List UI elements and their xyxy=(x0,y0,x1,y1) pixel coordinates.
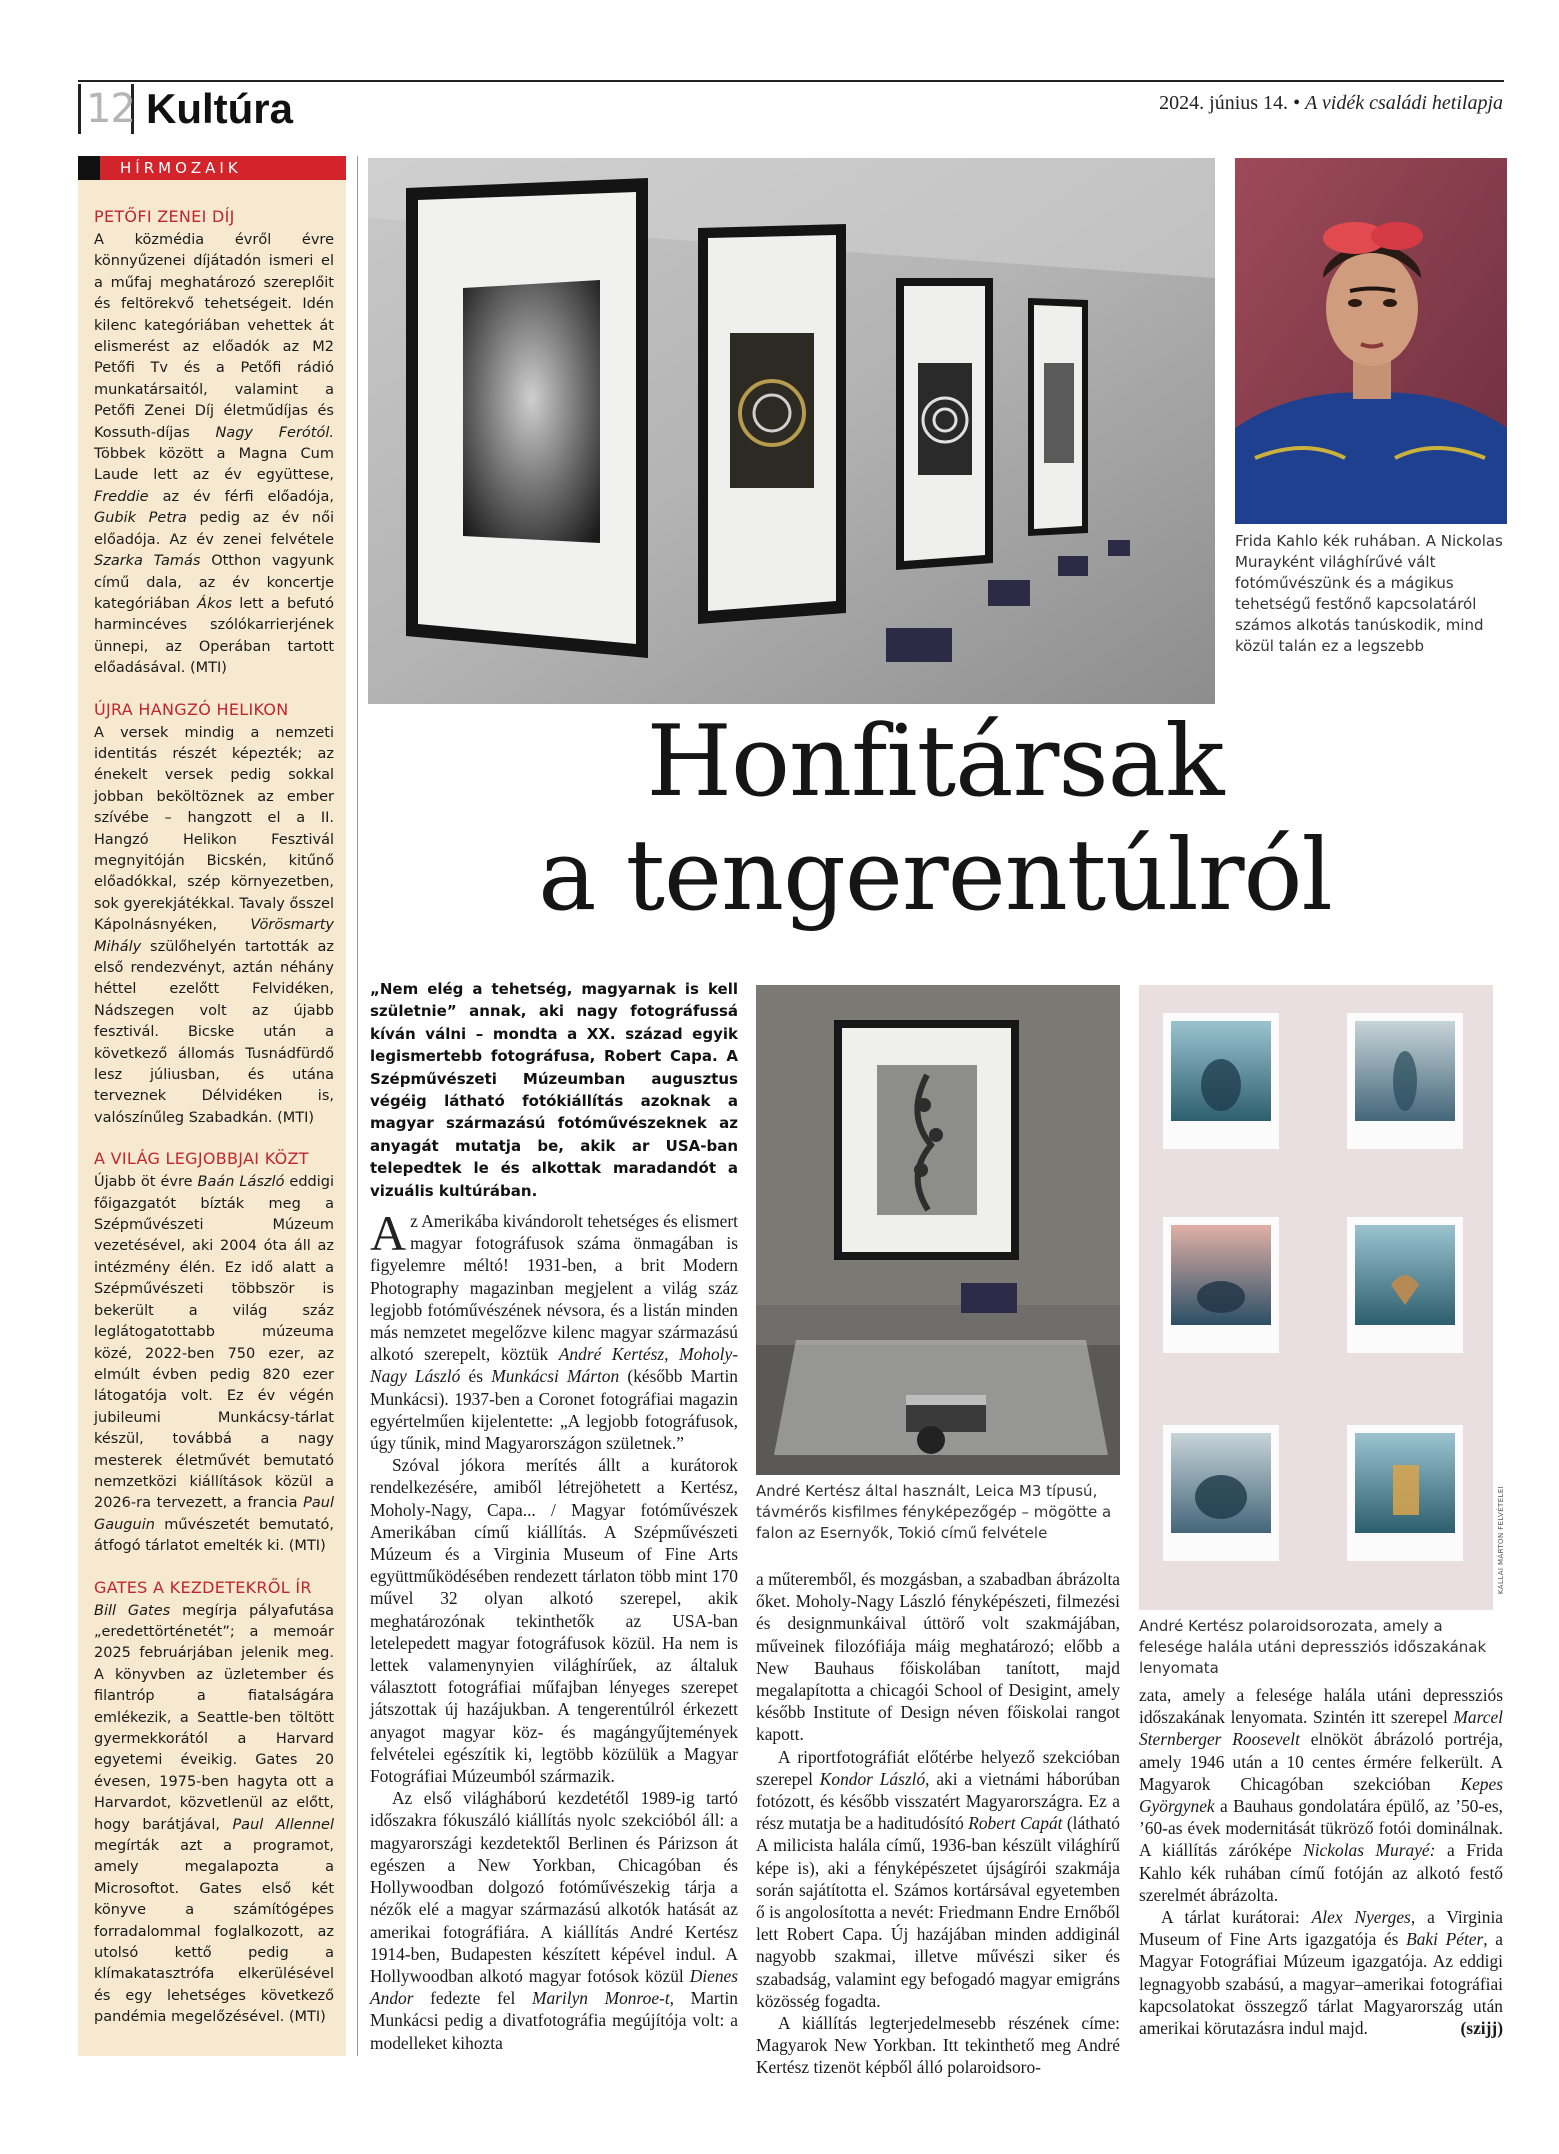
news-item xyxy=(94,1575,334,2029)
article-lead: „Nem elég a tehetség, magyarnak is kell születnie” annak, aki nagy fotográfussá kíván válni – mondta a XX. század egyik legismertebb fotográfusa, Robert Capa. A Szépművészeti Múzeumban augusztus végéig látható fotókiállítás azoknak a magyar származású fotóművészeknek az anyagát mutatja be, akik ar USA-ban telepedtek le és alkottak maradandót a vizuális kultúrában. xyxy=(370,980,738,1200)
page-number: 12 xyxy=(86,86,135,132)
leica-photo-caption: André Kertész által használt, Leica M3 típusú, távmérős kisfilmes fényképezőgép – mögötte a falon az Esernyők, Tokió című felvétele xyxy=(756,1482,1112,1542)
article-paragraph: Az első világháború kezdetétől 1989-ig tartó időszakra fókuszáló kiállítás nyolc szekcióból áll: a magyarországi kezdetektől Berlinen és Párizson át egészen a New Yorkban, Chicagóban és Hollywoodban dolgozó fotóművészekig tárja a nézők elé a magyar származású alkotók hatását az amerikai fotográfiára. A kiállítás André Kertész 1914-ben, Budapesten készített képével indul. A Hollywoodban alkotó magyar fotósok közül Dienes Andor fedezte fel Marilyn Monroe-t, Martin Munkácsi pedig a divatfotográfia megújítója volt: a modelleket kihozta xyxy=(370,1788,738,2053)
news-item-title: A VILÁG LEGJOBBJAI KÖZT xyxy=(94,1149,309,1169)
section-title: Kultúra xyxy=(146,85,293,132)
drop-cap: A xyxy=(370,1205,407,1261)
article-column-1 xyxy=(370,1205,739,2054)
leica-camera-photo xyxy=(756,985,1120,1475)
frida-kahlo-photo xyxy=(1235,158,1507,524)
news-item xyxy=(94,1146,334,1557)
article-column-2 xyxy=(756,1568,1120,2079)
issue-date: 2024. június 14. xyxy=(1159,92,1289,114)
headline-line-1: Honfitársak xyxy=(646,705,1224,819)
news-item-title: PETŐFI ZENEI DÍJ xyxy=(94,207,235,226)
photo-credit: KALLAI MÁRTON FELVÉTELEI xyxy=(1497,1485,1505,1595)
article-paragraph: A tárlat kurátorai: Alex Nyerges, a Virginia Museum of Fine Arts igazgatója és Baki Péter, a Magyar Fotográfiai Múzeum igazgatója. Az eddigi legnagyobb szabású, a magyar–amerikai fotográfiai kapcsolatokat összegző tárlat Magyarország után amerikai körutazásra indul majd. (szijj) xyxy=(1139,1907,1504,2039)
headline-line-2: a tengerentúlról xyxy=(538,819,1332,933)
news-item-text: A közmédia évről évre könnyűzenei díjátadón ismeri el a műfaj meghatározó szereplőit és feltörekvő tehetségeit. Idén kilenc kategóriában vehettek át elismerést az előadók az M2 Petőfi Tv és a Petőfi rádió munkatársaitól, valamint a Petőfi Zenei Díj életműdíjas és Kossuth-díjas Nagy Ferótól. Többek között a Magna Cum Laude lett az év együttese, Freddie az év férfi előadója, Gubik Petra pedig az év női előadója. Az év zenei felvétele Szarka Tamás Otthon vagyunk című dala, az év koncertje kategóriában Ákos lett a befutó harmincéves szólókarrierjének ünnepi, az Operában tartott előadásával. (MTI) xyxy=(94,232,335,677)
news-item xyxy=(94,697,334,1130)
article-column-3 xyxy=(1139,1684,1503,2039)
frida-photo-caption: Frida Kahlo kék ruhában. A Nickolas Murayként világhírűvé vált fotóművészünk és a mágikus tehetségű festőnő kapcsolatáról számos alkotás tanúskodik, mind közül talán ez a legszebb xyxy=(1235,532,1503,655)
news-item xyxy=(94,204,334,680)
column-divider xyxy=(357,156,358,2056)
paper-tagline: A vidék családi hetilapja xyxy=(1305,92,1503,114)
sidebar-tag-label: HÍRMOZAIK xyxy=(100,156,346,180)
gallery-wall-photo xyxy=(368,158,1215,704)
author-signature: (szijj) xyxy=(1460,2018,1503,2039)
article-paragraph: A kiállítás legterjedelmesebb részének címe: Magyarok New Yorkban. Itt tekinthető meg André Kertész tizenöt képből álló polaroidsoro- xyxy=(756,2013,1120,2078)
article-headline xyxy=(470,705,1400,933)
news-item-title: GATES A KEZDETEKRŐL ÍR xyxy=(94,1577,312,1597)
article-paragraph: Szóval jókora merítés állt a kurátorok rendelkezésére, amiből létrejöhetett a Kertész, Moholy-Nagy, Capa... / Magyar fotóművészek Amerikában című kiállítás. A Szépművészeti Múzeum és a Virginia Museum of Fine Arts együttműködésében rendezett tárlaton több mint 170 művel 32 olyan alkotó szerepel, akik meghatározónak tekinthetők az USA-ban letelepedett magyar fotográfusok közül. Ha nem is lettek valamenynyien világhírűek, az általuk választott fotográfiai műfajban lényeges szerepet játszottak új hazájukban. A tengerentúlról érkezett anyagot magyar köz- és magángyűjtemények felvételei egészítik ki, legtöbb közülük a Magyar Fotográfiai Múzeumból származik. xyxy=(370,1455,738,1787)
news-item-text: Bill Gates megírja pályafutása „eredettörténetét”; a memoár 2025 februárjában jelenik meg. A könyvben az üzletember és filantróp a fiatalságára emlékezik, a Seattle-ben töltött gyermekkorától a Harvard egyetemi éveikig. Gates 20 évesen, 1975-ben hagyta ott a Harvardot, közvetlenül az előtt, hogy barátjával, Paul Allennel megírták azt a programot, amely megalapozta a Microsoftot. Gates első két könyve a számítógépes forradalommal foglalkozott, az utolsó kettő pedig a klímakatasztrófa elkerülésével és egy lehetséges következő pandémia megelőzésével. (MTI) xyxy=(94,1602,334,2026)
polaroid-series-photo xyxy=(1139,985,1493,1610)
header-dateline xyxy=(1159,90,1503,116)
sidebar-tag-block xyxy=(78,156,100,180)
article-paragraph: A riportfotográfiát előtérbe helyező szekcióban szerepel Kondor László, aki a vietnámi háborúban fotózott, és később visszatért Magyarországra. Ez a rész mutatja be a haditudósító Robert Capát (látható A milicista halála című, 1936-ban készült világhírű képe is), aki a fényképészetet újságírói szakmája során sajátította el. Számos kortársával egyetemben ő is angolosította a nevét: Friedmann Endre Ernőből lett Robert Capa. Új hazájában minden addiginál nagyobb szakmai, illetve művészi siker és szabadság, valamint egy befogadó magyar emigráns közösség fogadta. xyxy=(756,1746,1120,2011)
polaroid-photo-caption: André Kertész polaroidsorozata, amely a felesége halála utáni depressziós időszakának lenyomata xyxy=(1139,1617,1487,1677)
news-item-title: ÚJRA HANGZÓ HELIKON xyxy=(94,699,289,719)
article-paragraph: zata, amely a felesége halála utáni depressziós időszakának lenyomata. Szintén itt szerepel Marcel Sternberger Roosevelt elnököt ábrázoló portréja, amely 1946 után a 10 centes érmére felkerült. A Magyarok Chicagóban szekcióban Kepes Györgynek a Bauhaus gondolatára épülő, az ’50-es, ’60-as évek modernitását tükröző fotói dominálnak. A kiállítás záróképe Nickolas Murayé: a Frida Kahlo kék ruhában című fotóján az alkotó festő szerelmét ábrázolta. xyxy=(1139,1685,1503,1905)
article-paragraph: Az Amerikába kivándorolt tehetséges és elismert magyar fotográfusok száma önmagában is figyelemre méltó! 1931-ben, a brit Modern Photography magazinban megjelent a világ száz legjobb fotóművészének névsora, és a listán minden más nemzetet megelőzve kilenc magyar származású alkotó szerepelt, köztük André Kertész, Moholy-Nagy László és Munkácsi Márton (később Martin Munkácsi). 1937-ben a Coronet fotográfiai magazin egyértelműen kijelentette: „A legjobb fotográfusok, úgy tűnik, mind Magyarországon születnek.” xyxy=(370,1205,739,1454)
news-item-text: Újabb öt évre Baán László eddigi főigazgatót bízták meg a Szépművészeti Múzeum vezetésével, aki 2004 óta áll az intézmény élén. Ez idő alatt a Szépművészeti többször is bekerült a világ száz leglátogatottabb múzeuma közé, 2022-ben 750 ezer, az elmúlt évben pedig 820 ezer látogatója volt. Ez év végén jubileumi Munkácsy-tárlat készül, továbbá a nagy mesterek életművét bemutató nemzetközi kiállítások közül a 2026-ra tervezett, a francia Paul Gauguin művészetét bemutató, átfogó tárlatot emelték ki. (MTI) xyxy=(94,1174,335,1555)
sidebar-items xyxy=(94,204,334,2046)
sidebar-tag xyxy=(78,156,346,180)
news-item-text: A versek mindig a nemzeti identitás részét képezték; az énekelt versek pedig sokkal jobban beköltöznek az ember szívébe – hangzott el a II. Hangzó Helikon Fesztivál megnyitóján Bicskén, kitűnő előadókkal, szép környezetben, sok gyerekjátékkal. Tavaly ősszel Kápolnásnyéken, Vörösmarty Mihály szülőhelyén tartották az első rendezvényt, aztán néhány héttel ezelőtt Felvidéken, Nádszegen volt az újabb fesztivál. Bicske után a következő állomás Tusnádfürdő lesz júliusban, és utána terveznek Délvidéken is, valószínűleg Szabadkán. (MTI) xyxy=(94,724,334,1126)
article-paragraph: a műteremből, és mozgásban, a szabadban ábrázolta őket. Moholy-Nagy László fényképészeti, filmezési és designmunkáival úttörő volt szakmájában, műveinek filozófiája máig meghatározó; előbb a New Bauhaus főiskolában tanított, majd megalapította a chicagói School of Desigint, amely később Institute of Design néven főiskolai rangot kapott. xyxy=(756,1569,1120,1745)
header-bullet: • xyxy=(1293,92,1301,114)
header-rule xyxy=(78,80,1504,82)
